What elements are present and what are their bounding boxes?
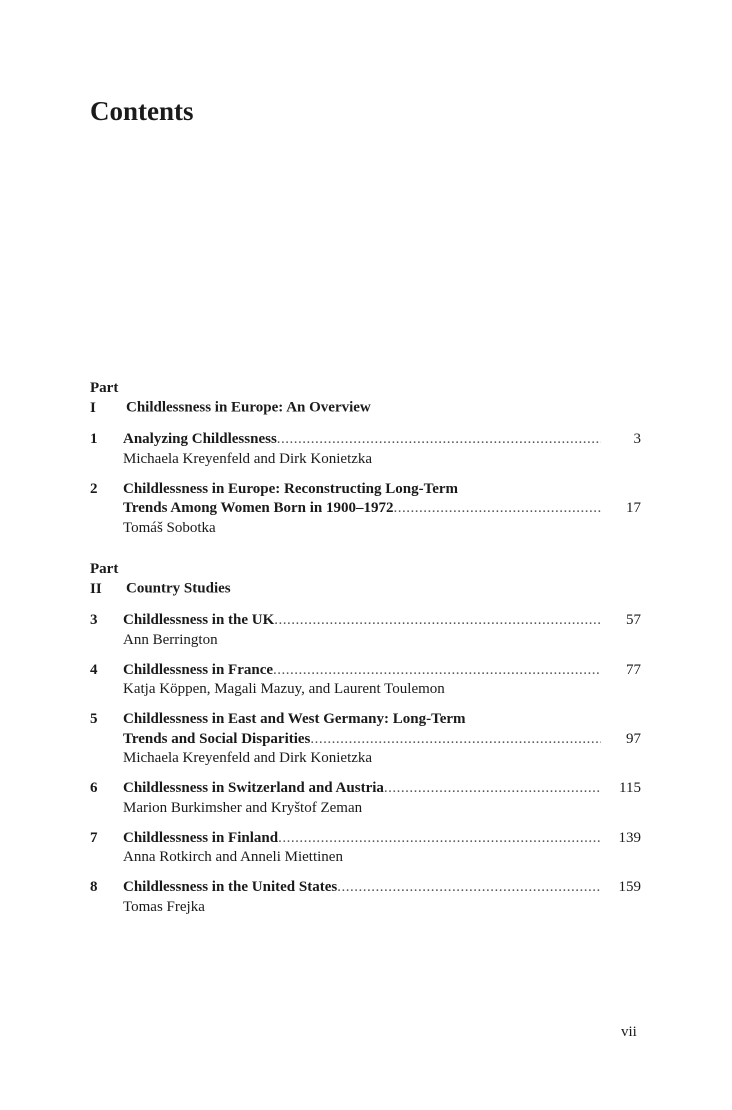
toc-entry[interactable]	[90, 779, 641, 818]
chapter-authors: Katja Köppen, Magali Mazuy, and Laurent Toulemon	[123, 681, 445, 697]
toc-entry[interactable]	[90, 829, 641, 868]
chapter-title-line[interactable]: Childlessness in Switzerland and Austria	[123, 780, 384, 796]
dot-leader	[273, 661, 601, 681]
part-heading	[90, 379, 641, 418]
chapter-title-row	[123, 779, 641, 799]
chapter-number: 4	[90, 661, 98, 678]
chapter-page[interactable]: 77	[626, 661, 641, 678]
chapter-number: 6	[90, 780, 98, 796]
chapter-body	[123, 430, 641, 469]
chapter-title-line[interactable]: Childlessness in East and West Germany: Long-Term	[123, 711, 466, 727]
chapter-body	[123, 661, 641, 700]
chapter-number: 1	[90, 431, 98, 447]
chapter-body	[123, 710, 641, 769]
chapter-title-row	[123, 499, 641, 519]
chapter-title-row	[123, 878, 641, 898]
dot-leader	[274, 611, 601, 631]
chapter-title-line[interactable]: Childlessness in the United States	[123, 879, 338, 895]
chapter-title-line[interactable]: Trends Among Women Born in 1900–1972	[123, 500, 394, 516]
chapter-body	[123, 480, 641, 539]
page-number: vii	[621, 1024, 637, 1040]
chapter-authors: Tomáš Sobotka	[123, 519, 216, 536]
toc-entry[interactable]	[90, 430, 641, 469]
chapter-title-line[interactable]: Childlessness in Europe: Reconstructing Long-Term	[123, 480, 459, 497]
part-heading	[90, 560, 641, 599]
chapter-page[interactable]: 3	[633, 431, 641, 447]
dot-leader	[277, 430, 601, 450]
chapter-number: 7	[90, 829, 98, 846]
chapter-authors: Michaela Kreyenfeld and Dirk Konietzka	[123, 750, 373, 766]
page-title: Contents	[90, 96, 194, 126]
part-label: Part I	[90, 380, 119, 416]
chapter-title-line[interactable]: Analyzing Childlessness	[123, 431, 277, 447]
chapter-title-row	[123, 430, 641, 450]
chapter-number: 8	[90, 879, 98, 895]
dot-leader	[393, 499, 601, 519]
chapter-authors: Ann Berrington	[123, 631, 218, 648]
chapter-number: 2	[90, 480, 98, 497]
chapter-authors: Michaela Kreyenfeld and Dirk Konietzka	[123, 450, 373, 467]
chapter-number: 3	[90, 612, 98, 628]
dot-leader	[278, 829, 601, 849]
part-title: Country Studies	[126, 580, 231, 597]
part-title: Childlessness in Europe: An Overview	[126, 399, 371, 416]
chapter-page[interactable]: 115	[619, 780, 641, 796]
chapter-title-line[interactable]: Childlessness in France	[123, 661, 274, 678]
chapter-title-line[interactable]: Childlessness in the UK	[123, 612, 275, 628]
chapter-title-row	[123, 611, 641, 631]
chapter-page[interactable]: 57	[626, 612, 641, 628]
toc-entry[interactable]	[90, 710, 641, 769]
chapter-authors: Tomas Frejka	[123, 898, 205, 915]
chapter-title-line[interactable]: Childlessness in Finland	[123, 829, 279, 846]
chapter-title-row	[123, 829, 641, 849]
toc-entry[interactable]	[90, 878, 641, 917]
dot-leader	[384, 779, 601, 799]
chapter-authors: Anna Rotkirch and Anneli Miettinen	[123, 849, 343, 865]
chapter-body	[123, 829, 641, 868]
chapter-page[interactable]: 17	[626, 500, 641, 516]
table-of-contents	[90, 379, 641, 917]
toc-entry[interactable]	[90, 480, 641, 539]
chapter-page[interactable]: 139	[618, 829, 641, 846]
chapter-body	[123, 779, 641, 818]
toc-entry[interactable]	[90, 611, 641, 650]
chapter-page[interactable]: 159	[618, 879, 641, 895]
chapter-body	[123, 611, 641, 650]
toc-entry[interactable]	[90, 661, 641, 700]
chapter-title-row	[123, 661, 641, 681]
dot-leader	[310, 730, 601, 750]
part-label: Part II	[90, 561, 119, 597]
chapter-authors: Marion Burkimsher and Kryštof Zeman	[123, 799, 363, 816]
chapter-body	[123, 878, 641, 917]
dot-leader	[337, 878, 601, 898]
chapter-title-row	[123, 730, 641, 750]
chapter-number: 5	[90, 711, 98, 727]
chapter-page[interactable]: 97	[626, 730, 641, 747]
chapter-title-line[interactable]: Trends and Social Disparities	[123, 730, 311, 747]
